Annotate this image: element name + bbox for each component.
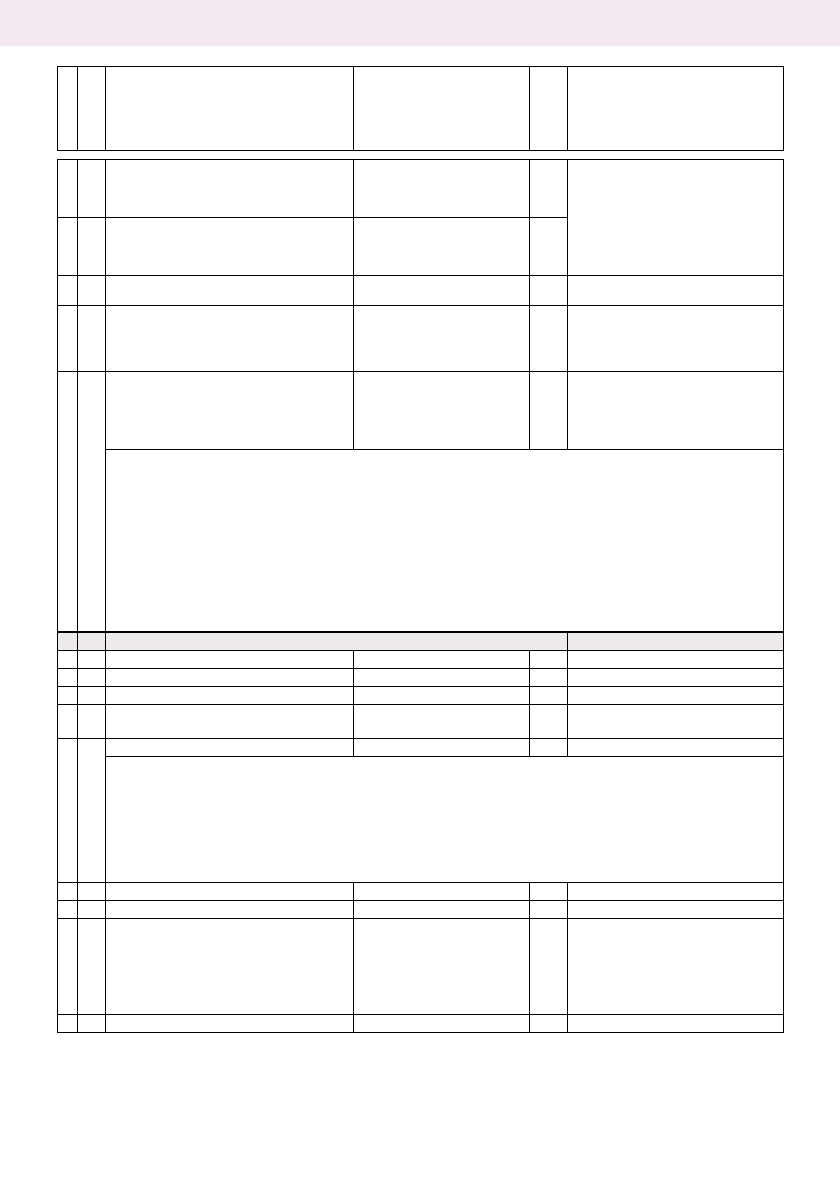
row-number (58, 218, 78, 276)
row-code (78, 705, 106, 739)
row-remark (568, 306, 784, 372)
row-description (106, 705, 354, 739)
row-code (78, 1015, 106, 1033)
row-detail (354, 919, 530, 1015)
row-code (78, 901, 106, 919)
row-detail (354, 372, 530, 450)
row-detail (354, 705, 530, 739)
row-quantity (530, 651, 568, 669)
row-remark (568, 705, 784, 739)
row-remark (568, 651, 784, 669)
row-code (78, 218, 106, 276)
row-quantity (530, 739, 568, 757)
row-number (58, 705, 78, 739)
table-block-top (57, 66, 784, 151)
row-note (106, 450, 784, 632)
row-code (78, 306, 106, 372)
row-quantity (530, 1015, 568, 1033)
row-quantity (530, 687, 568, 705)
row-number (58, 1015, 78, 1033)
row-quantity (530, 160, 568, 218)
section-header-row (58, 633, 784, 651)
table-row (58, 883, 784, 901)
row-remark (568, 1015, 784, 1033)
section-number (58, 633, 78, 651)
table-row (58, 705, 784, 739)
row-detail (354, 687, 530, 705)
row-number (58, 739, 78, 883)
row-remark (568, 160, 784, 276)
table-row (58, 919, 784, 1015)
row-remark (568, 669, 784, 687)
table-row-note (58, 450, 784, 632)
row-number (58, 901, 78, 919)
row-code (78, 276, 106, 306)
row-detail (354, 651, 530, 669)
row-code (78, 160, 106, 218)
table-row-note (58, 757, 784, 883)
row-quantity (530, 306, 568, 372)
row-quantity (530, 883, 568, 901)
row-description (106, 372, 354, 450)
row-code (78, 883, 106, 901)
row-number (58, 160, 78, 218)
row-remark (568, 372, 784, 450)
row-code (78, 67, 106, 151)
row-detail (354, 218, 530, 276)
table-block-main (57, 159, 784, 632)
row-number (58, 306, 78, 372)
row-remark (568, 919, 784, 1015)
row-detail (354, 306, 530, 372)
row-remark (568, 739, 784, 757)
row-description (106, 739, 354, 757)
row-description (106, 67, 354, 151)
row-quantity (530, 67, 568, 151)
section-title (106, 633, 568, 651)
row-code (78, 372, 106, 632)
row-number (58, 669, 78, 687)
form-sheet (57, 66, 783, 1033)
row-description (106, 883, 354, 901)
table-row (58, 669, 784, 687)
row-remark (568, 883, 784, 901)
row-code (78, 669, 106, 687)
row-description (106, 1015, 354, 1033)
row-quantity (530, 919, 568, 1015)
row-quantity (530, 276, 568, 306)
table-row (58, 276, 784, 306)
row-quantity (530, 218, 568, 276)
table-row (58, 687, 784, 705)
row-detail (354, 901, 530, 919)
row-description (106, 276, 354, 306)
row-note (106, 757, 784, 883)
table-row (58, 160, 784, 218)
row-number (58, 883, 78, 901)
row-detail (354, 739, 530, 757)
row-code (78, 651, 106, 669)
table-row (58, 306, 784, 372)
row-number (58, 67, 78, 151)
row-quantity (530, 669, 568, 687)
row-quantity (530, 705, 568, 739)
table-row (58, 901, 784, 919)
row-number (58, 919, 78, 1015)
row-code (78, 919, 106, 1015)
block-gap (57, 151, 783, 159)
row-description (106, 669, 354, 687)
row-remark (568, 276, 784, 306)
row-description (106, 901, 354, 919)
page-top-banner (0, 0, 840, 46)
row-description (106, 160, 354, 218)
table-row (58, 651, 784, 669)
table-row (58, 1015, 784, 1033)
row-remark (568, 67, 784, 151)
table-row (58, 372, 784, 450)
row-number (58, 276, 78, 306)
section-code (78, 633, 106, 651)
row-description (106, 306, 354, 372)
section-remark (568, 633, 784, 651)
row-remark (568, 901, 784, 919)
row-detail (354, 160, 530, 218)
table-block-section (57, 632, 784, 1033)
row-description (106, 218, 354, 276)
row-number (58, 372, 78, 632)
row-detail (354, 1015, 530, 1033)
row-description (106, 651, 354, 669)
row-detail (354, 883, 530, 901)
row-description (106, 919, 354, 1015)
table-row (58, 67, 784, 151)
row-detail (354, 67, 530, 151)
table-row (58, 739, 784, 757)
row-number (58, 687, 78, 705)
row-detail (354, 276, 530, 306)
row-code (78, 687, 106, 705)
row-detail (354, 669, 530, 687)
row-remark (568, 687, 784, 705)
row-number (58, 651, 78, 669)
row-quantity (530, 901, 568, 919)
row-code (78, 739, 106, 883)
row-quantity (530, 372, 568, 450)
row-description (106, 687, 354, 705)
